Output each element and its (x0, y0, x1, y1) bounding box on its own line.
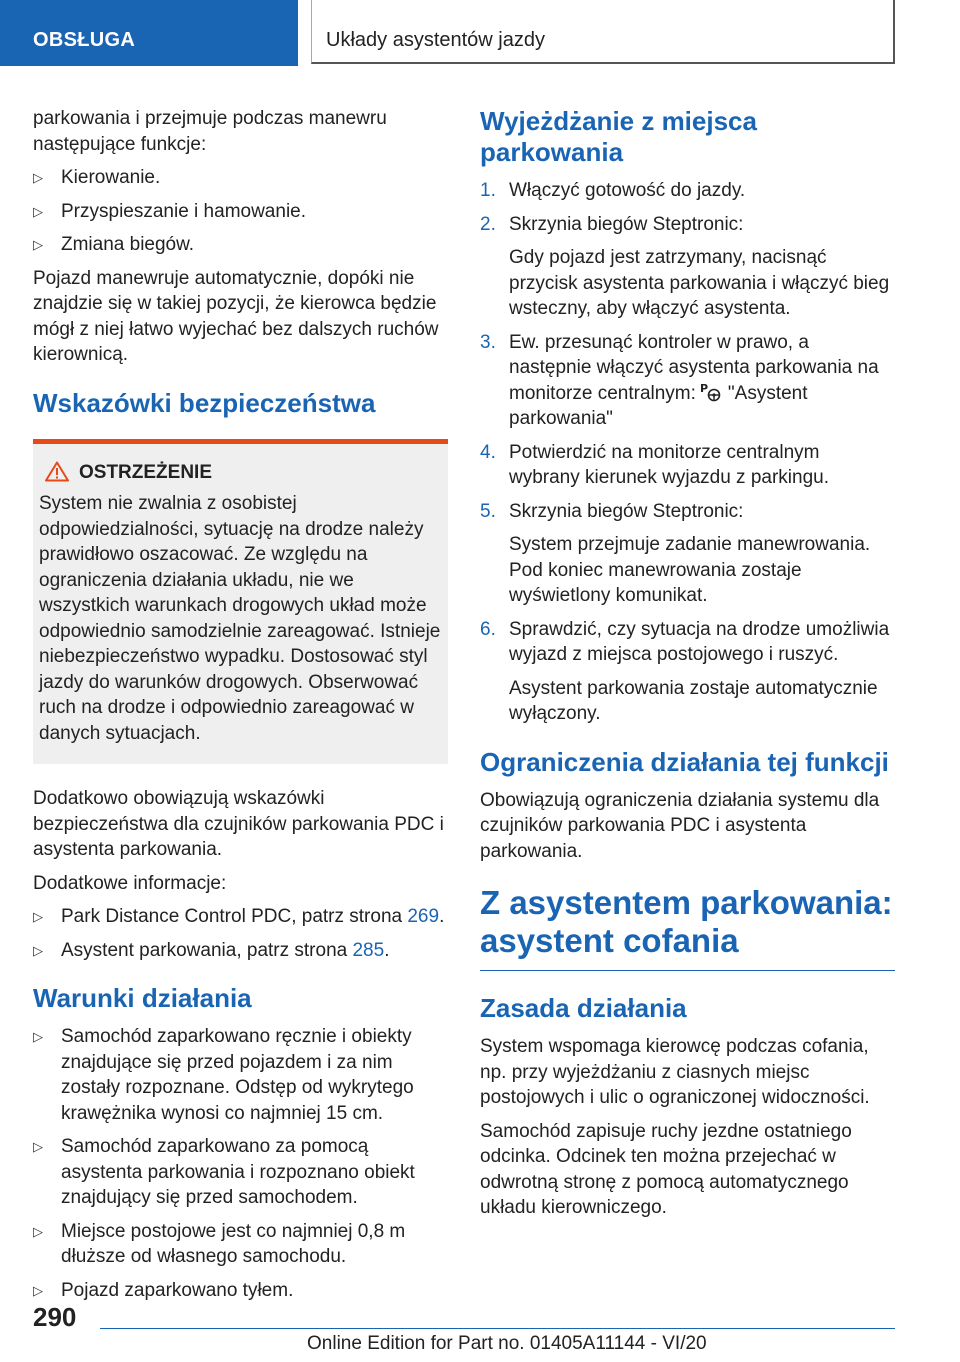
limits-heading: Ograniczenia działania tej funkcji (480, 746, 889, 777)
right-column (480, 106, 895, 1229)
list-item: ▷ Zmiana biegów. (33, 232, 448, 258)
additional-info-label: Dodatkowe informacje: (33, 872, 227, 894)
conditions-list (33, 1024, 448, 1303)
page-link-269[interactable]: 269 (407, 906, 440, 927)
references-list (33, 904, 448, 963)
list-item: ▷ Asystent parkowania, patrz strona 285. (33, 938, 448, 964)
chapter-title: Układy asystentów jazdy (326, 29, 545, 51)
exit-steps-list (480, 178, 895, 727)
list-item: ▷ Przyspieszanie i hamowanie. (33, 199, 448, 225)
footer-edition: Online Edition for Part no. 01405A11144 - VI/20 (307, 1333, 707, 1354)
principle-paragraph-2: Samochód zapisuje ruchy jezdne ostatniego odcinka. Odcinek ten można przejechać w odwrotną stronę z pomocą automatycznego układu kierowniczego. (480, 1120, 852, 1218)
menu-item-label: "Asystent parkowania" (509, 382, 808, 429)
footer-divider (100, 1328, 895, 1329)
list-item: 6. Sprawdzić, czy sytuacja na drodze umożliwia wyjazd z miejsca postojowego i ruszyć. Asystent parkowania zostaje automatycznie wyłączony. (480, 618, 890, 724)
limits-paragraph: Obowiązują ograniczenia działania systemu dla czujników parkowania PDC i asystenta parkowania. (480, 789, 880, 862)
list-item: ▷ Pojazd zaparkowano tyłem. (33, 1278, 448, 1304)
section-title: OBSŁUGA (33, 29, 136, 51)
list-item: 2. Skrzynia biegów Steptronic: Gdy pojazd jest zatrzymany, nacisnąć przycisk asystenta parkowania i włączyć bieg wsteczny, aby włączyć asystenta. (480, 213, 890, 319)
safety-heading: Wskazówki bezpieczeństwa (33, 387, 376, 418)
list-item: ▷ Samochód zaparkowano za pomocą asystenta parkowania i rozpoznano obiekt znajdujący się przed samochodem. (33, 1136, 415, 1208)
functions-list (33, 165, 448, 258)
left-column (33, 106, 448, 1311)
triangle-right-icon: ▷ (33, 170, 43, 185)
list-item: 4. Potwierdzić na monitorze centralnym wybrany kierunek wyjazdu z parkingu. (480, 441, 829, 488)
triangle-right-icon: ▷ (33, 1223, 43, 1239)
triangle-right-icon: ▷ (33, 237, 43, 252)
conditions-heading: Warunki działania (33, 983, 252, 1013)
list-item: ▷ Miejsce postojowe jest co najmniej 0,8 m dłuższe od własnego samochodu. (33, 1220, 406, 1267)
page-number: 290 (33, 1302, 77, 1332)
list-item: ▷ Samochód zaparkowano ręcznie i obiekty znajdujące się przed pojazdem i za nim zostały rozpoznane. Odstęp od wykrytego krawężnika wynosi co najmniej 15 cm. (33, 1026, 414, 1124)
warning-triangle-icon (45, 461, 69, 482)
triangle-right-icon: ▷ (33, 1029, 43, 1044)
list-item: 3. Ew. przesunąć kontroler w prawo, a następnie włączyć asystenta parkowania na monitorze centralnym: P "Asystent parkowania" (480, 331, 879, 429)
principle-heading: Zasada działania (480, 993, 687, 1023)
list-item: ▷ Park Distance Control PDC, patrz strona 269. (33, 904, 448, 930)
list-item: 5. Skrzynia biegów Steptronic: System przejmuje zadanie manewrowania. Pod koniec manewrowania zostaje wyświetlony komunikat. (480, 500, 871, 606)
page-link-285[interactable]: 285 (352, 939, 385, 961)
list-item: 1. Włączyć gotowość do jazdy. (480, 180, 746, 201)
triangle-right-icon: ▷ (33, 942, 43, 958)
warning-text: System nie zwalnia z osobistej odpowiedzialności, sytuację na drodze należy prawidłowo oszacować. Ze względu na ograniczenia działania układu, nie we wszystkich warunkach drogowych układ może odpowiednio samodzielnie zareagować. Istnieje niebezpieczeństwo wypadku. Dostosować styl jazdy do warunków drogowych. Obserwować ruch na drodze i odpowiednio zareagować w danych sytuacjach. (39, 493, 441, 744)
exit-heading: Wyjeżdżanie z miejsca parkowania (480, 106, 757, 167)
list-item: ▷ Kierowanie. (33, 165, 448, 191)
principle-paragraph-1: System wspomaga kierowcę podczas cofania, np. przy wyjeżdżaniu z ciasnych miejsc postojowych i ulic o ograniczonej widoczności. (480, 1036, 870, 1108)
parking-assistant-icon (700, 382, 722, 402)
page-header (0, 0, 960, 66)
triangle-right-icon: ▷ (33, 203, 43, 219)
section-tab (0, 0, 298, 66)
main-heading: Z asystentem parkowania: asystent cofania (480, 884, 895, 971)
triangle-right-icon: ▷ (33, 1139, 43, 1154)
warning-title: OSTRZEŻENIE (39, 460, 442, 486)
triangle-right-icon: ▷ (33, 909, 43, 924)
warning-box (33, 439, 448, 765)
additional-safety-paragraph: Dodatkowo obowiązują wskazówki bezpieczeństwa dla czujników parkowania PDC i asystenta parkowania. (33, 788, 444, 860)
triangle-right-icon: ▷ (33, 1282, 43, 1298)
maneuver-paragraph: Pojazd manewruje automatycznie, dopóki nie znajdzie się w takiej pozycji, że kierowca będzie mógł z niej łatwo wyjechać bez dalszych ruchów kierownicą. (33, 267, 439, 365)
intro-paragraph: parkowania i przejmuje podczas manewru następujące funkcje: (33, 108, 387, 155)
svg-text:P: P (699, 381, 708, 395)
chapter-tab (311, 0, 895, 64)
